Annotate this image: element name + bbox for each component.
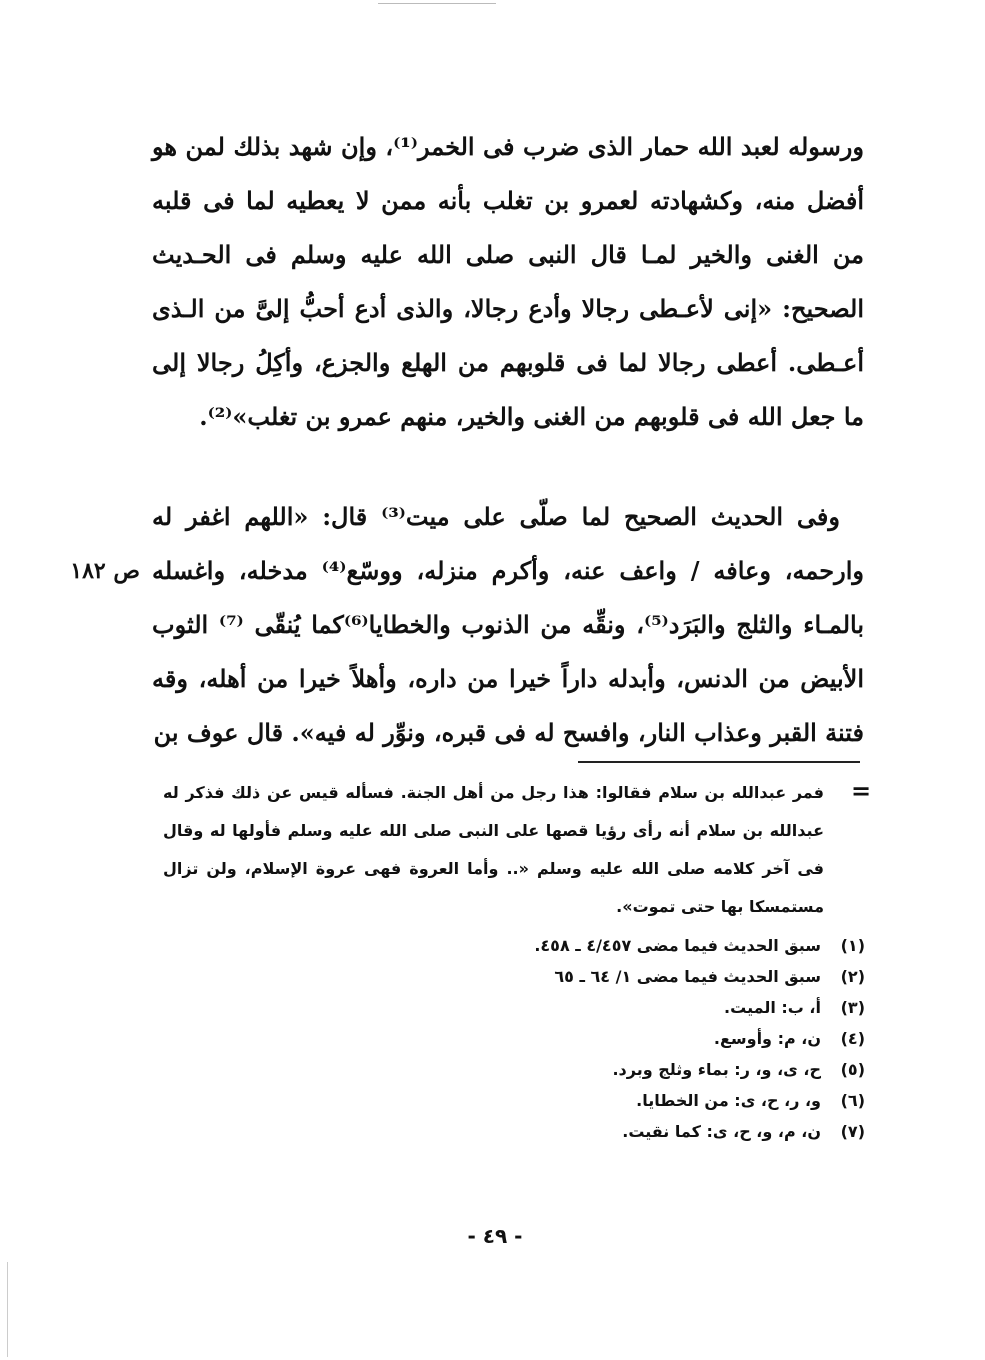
footnote-text: ن، م: وأوسع. bbox=[713, 1029, 821, 1048]
footnote-item bbox=[300, 1054, 865, 1085]
footnote-number: (٧) bbox=[840, 1122, 865, 1141]
footnote-item bbox=[300, 1116, 865, 1147]
body-paragraph-1: ورسوله لعبد الله حمار الذى ضرب فى الخمر⁽¹⁾، وإن شهد بذلك لمن هو أفضل منه، وكشهادته لعمرو بن تغلب بأنه ممن لا يعطيه لما فى قلبه من الغنى والخير لمـا قال النبى صلى الله عليه وسلم فى الحـديث الصحيح: «إنى لأعـطى رجالا وأدع رجالا، والذى أدع أحبُّ إلىَّ من الـذى أعـطى. أعطى رجالا لما فى قلوبهم من الهلع والجزع، وأكِلُ رجالا إلى ما جعل الله فى قلوبهم من الغنى والخير، منهم عمرو بن تغلب»⁽²⁾. bbox=[152, 132, 864, 431]
footnote-item bbox=[300, 1085, 865, 1116]
footnote-number: (١) bbox=[840, 936, 865, 955]
footnote-number: (٥) bbox=[840, 1060, 865, 1079]
footnote-text: و، ر، ح، ى: من الخطايا. bbox=[636, 1091, 821, 1110]
page-number: - ٤٩ - bbox=[467, 1224, 523, 1248]
footnote-text: سبق الحديث فيما مضى ٤/٤٥٧ ـ ٤٥٨. bbox=[534, 936, 821, 955]
footnote-number: (٣) bbox=[840, 998, 865, 1017]
footnote-continuation-mark: = bbox=[850, 777, 872, 805]
top-rule bbox=[378, 3, 496, 4]
footnote-text: ن، م، و، ح، ى: كما نقيت. bbox=[622, 1122, 821, 1141]
footnote-list bbox=[300, 930, 865, 1147]
footnote-text: سبق الحديث فيما مضى ١/ ٦٤ ـ ٦٥ bbox=[554, 967, 821, 986]
footnote-item bbox=[300, 992, 865, 1023]
footnote-number: (٢) bbox=[840, 967, 865, 986]
footnote-number: (٦) bbox=[840, 1091, 865, 1110]
footnote-continuation-text: فمر عبدالله بن سلام فقالوا: هذا رجل من أهل الجنة. فسأله قيس عن ذلك فذكر له عبدالله بن سلام أنه رأى رؤيا قصها على النبى صلى الله عليه وسلم فأولها له وقال فى آخر كلامه صلى الله عليه وسلم «.. وأما العروة فهى عروة الإسلام، ولن تزال مستمسكا بها حتى تموت». bbox=[163, 783, 824, 916]
margin-page-reference: ص ١٨٢ bbox=[70, 558, 140, 584]
footnote-divider bbox=[578, 761, 860, 763]
footnote-item bbox=[300, 961, 865, 992]
body-paragraph-2: وفى الحديث الصحيح لما صلّى على ميت⁽³⁾ قال: «اللهم اغفر له وارحمه، وعافه / واعف عنه، وأكرم منزله، ووسّع⁽⁴⁾ مدخله، واغسله بالمـاء والثلج والبَرَد⁽⁵⁾، ونقِّه من الذنوب والخطايا⁽⁶⁾كما يُنقّى ⁽⁷⁾ الثوب الأبيض من الدنس، وأبدله داراً خيرا من داره، وأهلاً خيرا من أهله، وقه فتنة القبر وعذاب النار، وافسح له فى قبره، ونوِّر له فيه». قال عوف بن bbox=[152, 502, 865, 747]
footnote-item bbox=[300, 1023, 865, 1054]
footnote-text: أ، ب: الميت. bbox=[724, 998, 821, 1017]
footnote-text: ح، ى، و، ر: بماء وثلج وبرد. bbox=[612, 1060, 821, 1079]
margin-rule bbox=[7, 1262, 8, 1357]
footnote-item bbox=[300, 930, 865, 961]
footnote-number: (٤) bbox=[840, 1029, 865, 1048]
